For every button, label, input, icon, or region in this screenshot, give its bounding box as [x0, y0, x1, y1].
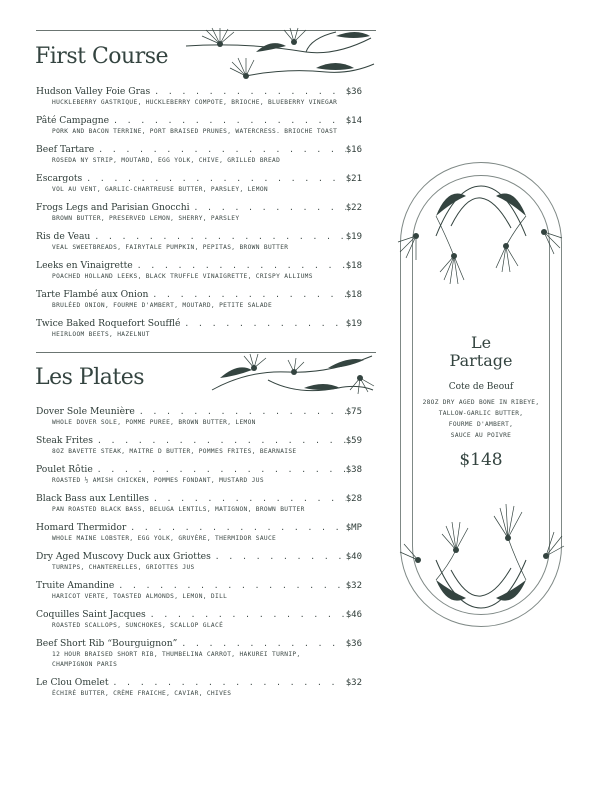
item-price: $22: [345, 203, 362, 213]
leader-dots: [180, 318, 345, 330]
leader-dots: [109, 115, 346, 127]
item-name: Hudson Valley Foie Gras: [36, 86, 151, 97]
item-price: $18: [345, 261, 362, 271]
leader-dots: [133, 260, 346, 272]
item-description: ROASTED SCALLOPS, SUNCHOKES, SCALLOP GLACÉ: [52, 622, 224, 629]
item-name: Homard Thermidor: [36, 522, 127, 533]
item-description: ROASTED ½ AMISH CHICKEN, POMMES FONDANT, MUSTARD JUS: [52, 477, 264, 484]
menu-item: [36, 677, 362, 706]
botanical-top-icon: [396, 176, 566, 296]
item-name: Dry Aged Muscovy Duck aux Griottes: [36, 551, 211, 562]
item-description: VEAL SWEETBREADS, FAIRYTALE PUMPKIN, PEPITAS, BROWN BUTTER: [52, 244, 289, 251]
botanical-bottom-icon: [396, 490, 566, 610]
leader-dots: [82, 173, 345, 185]
item-price: $36: [345, 639, 362, 649]
item-name: Tarte Flambé aux Onion: [36, 289, 149, 300]
item-name: Twice Baked Roquefort Soufflé: [36, 318, 181, 329]
partage-dish: Cote de Beouf: [448, 382, 514, 392]
menu-item: [36, 318, 362, 347]
menu-item: [36, 522, 362, 551]
item-description: WHOLE MAINE LOBSTER, EGG YOLK, GRUYÈRE, THERMIDOR SAUCE: [52, 535, 277, 542]
partage-desc-line: FOURME D'AMBERT,: [448, 421, 514, 428]
partage-price: $148: [459, 450, 503, 470]
item-name: Leeks en Vinaigrette: [36, 260, 133, 271]
item-price: $32: [345, 581, 362, 591]
item-description: 12 HOUR BRAISED SHORT RIB, THUMBELINA CARROT, HAKUREI TURNIP, CHAMPIGNON PARIS: [52, 651, 301, 668]
item-description: WHOLE DOVER SOLE, POMME PUREE, BROWN BUTTER, LEMON: [52, 419, 256, 426]
partage-title: [400, 334, 562, 370]
partage-desc-line: TALLOW-GARLIC BUTTER,: [438, 410, 524, 417]
menu-item: [36, 115, 362, 144]
item-price: $46: [345, 610, 362, 620]
menu-item: [36, 202, 362, 231]
item-description: HEIRLOOM BEETS, HAZELNUT: [52, 331, 150, 338]
leader-dots: [177, 638, 345, 650]
item-price: $18: [345, 290, 362, 300]
menu-item: [36, 144, 362, 173]
item-description: HUCKLEBERRY GASTRIQUE, HUCKLEBERRY COMPOTE, BRIOCHE, BLUEBERRY VINEGAR: [52, 99, 338, 106]
item-name: Beef Short Rib “Bourguignon”: [36, 638, 178, 649]
leader-dots: [149, 493, 346, 505]
menu-item: [36, 406, 362, 435]
item-name: Ris de Veau: [36, 231, 91, 242]
item-description: POACHED HOLLAND LEEKS, BLACK TRUFFLE VINAIGRETTE, CRISPY ALLIUMS: [52, 273, 313, 280]
menu-item: [36, 609, 362, 638]
item-name: Beef Tartare: [36, 144, 95, 155]
leader-dots: [211, 551, 346, 563]
item-name: Pâté Campagne: [36, 115, 110, 126]
les-plates-title: Les Plates: [35, 365, 145, 390]
item-description: ÉCHIRÉ BUTTER, CRÈME FRAICHE, CAVIAR, CHIVES: [52, 690, 232, 697]
leader-dots: [126, 522, 345, 534]
partage-description: [400, 397, 562, 441]
menu-item: [36, 231, 362, 260]
item-price: $14: [345, 116, 362, 126]
item-name: Truite Amandine: [36, 580, 115, 591]
leader-dots: [93, 435, 346, 447]
item-description: BRULÉED ONION, FOURME D'AMBERT, MOUTARD, PETITE SALADE: [52, 302, 273, 309]
first-course-list: [36, 86, 362, 347]
menu-item: [36, 464, 362, 493]
item-description: TURNIPS, CHANTERELLES, GRIOTTES JUS: [52, 564, 195, 571]
item-name: Frogs Legs and Parisian Gnocchi: [36, 202, 190, 213]
leader-dots: [93, 464, 346, 476]
botanical-sprig-icon: [186, 28, 376, 86]
menu-item: [36, 289, 362, 318]
menu-item: [36, 435, 362, 464]
first-course-title: First Course: [35, 44, 169, 69]
leader-dots: [94, 144, 346, 156]
leader-dots: [90, 231, 345, 243]
menu-item: [36, 638, 362, 677]
item-description: VOL AU VENT, GARLIC-CHARTREUSE BUTTER, PARSLEY, LEMON: [52, 186, 268, 193]
item-name: Coquilles Saint Jacques: [36, 609, 146, 620]
leader-dots: [150, 86, 346, 98]
item-price: $40: [345, 552, 362, 562]
item-name: Escargots: [36, 173, 83, 184]
partage-desc-line: 28OZ DRY AGED BONE IN RIBEYE,: [422, 399, 540, 406]
leader-dots: [114, 580, 345, 592]
item-description: ROSEDA NY STRIP, MOUTARD, EGG YOLK, CHIVE, GRILLED BREAD: [52, 157, 281, 164]
item-description: 8OZ BAVETTE STEAK, MAITRE D BUTTER, POMMES FRITES, BEARNAISE: [52, 448, 297, 455]
item-price: $59: [345, 436, 362, 446]
item-price: $28: [345, 494, 362, 504]
item-name: Dover Sole Meunière: [36, 406, 135, 417]
item-name: Poulet Rôtie: [36, 464, 93, 475]
item-name: Steak Frites: [36, 435, 93, 446]
partage-desc-line: SAUCE AU POIVRE: [450, 432, 512, 439]
item-price: $16: [345, 145, 362, 155]
les-plates-list: [36, 406, 362, 706]
item-price: $19: [345, 232, 362, 242]
leader-dots: [146, 609, 346, 621]
leader-dots: [109, 677, 346, 689]
item-description: BROWN BUTTER, PRESERVED LEMON, SHERRY, PARSLEY: [52, 215, 240, 222]
partage-title-line2: Partage: [449, 351, 513, 370]
item-price: $75: [345, 407, 362, 417]
item-price: $19: [345, 319, 362, 329]
menu-item: [36, 580, 362, 609]
item-price: $36: [345, 87, 362, 97]
menu-item: [36, 551, 362, 580]
leader-dots: [148, 289, 345, 301]
botanical-sprig-icon: [208, 350, 376, 400]
leader-dots: [135, 406, 346, 418]
leader-dots: [190, 202, 346, 214]
item-price: $32: [345, 678, 362, 688]
item-description: PORK AND BACON TERRINE, PORT BRAISED PRUNES, WATERCRESS. BRIOCHE TOAST: [52, 128, 338, 135]
item-name: Le Clou Omelet: [36, 677, 109, 688]
item-name: Black Bass aux Lentilles: [36, 493, 149, 504]
menu-item: [36, 173, 362, 202]
item-description: PAN ROASTED BLACK BASS, BELUGA LENTILS, MATIGNON, BROWN BUTTER: [52, 506, 305, 513]
partage-title-line1: Le: [470, 333, 492, 352]
item-price: $38: [345, 465, 362, 475]
menu-item: [36, 493, 362, 522]
item-price: $21: [345, 174, 362, 184]
item-description: HARICOT VERTE, TOASTED ALMONDS, LEMON, DILL: [52, 593, 228, 600]
menu-item: [36, 86, 362, 115]
item-price: $MP: [345, 523, 362, 533]
menu-item: [36, 260, 362, 289]
